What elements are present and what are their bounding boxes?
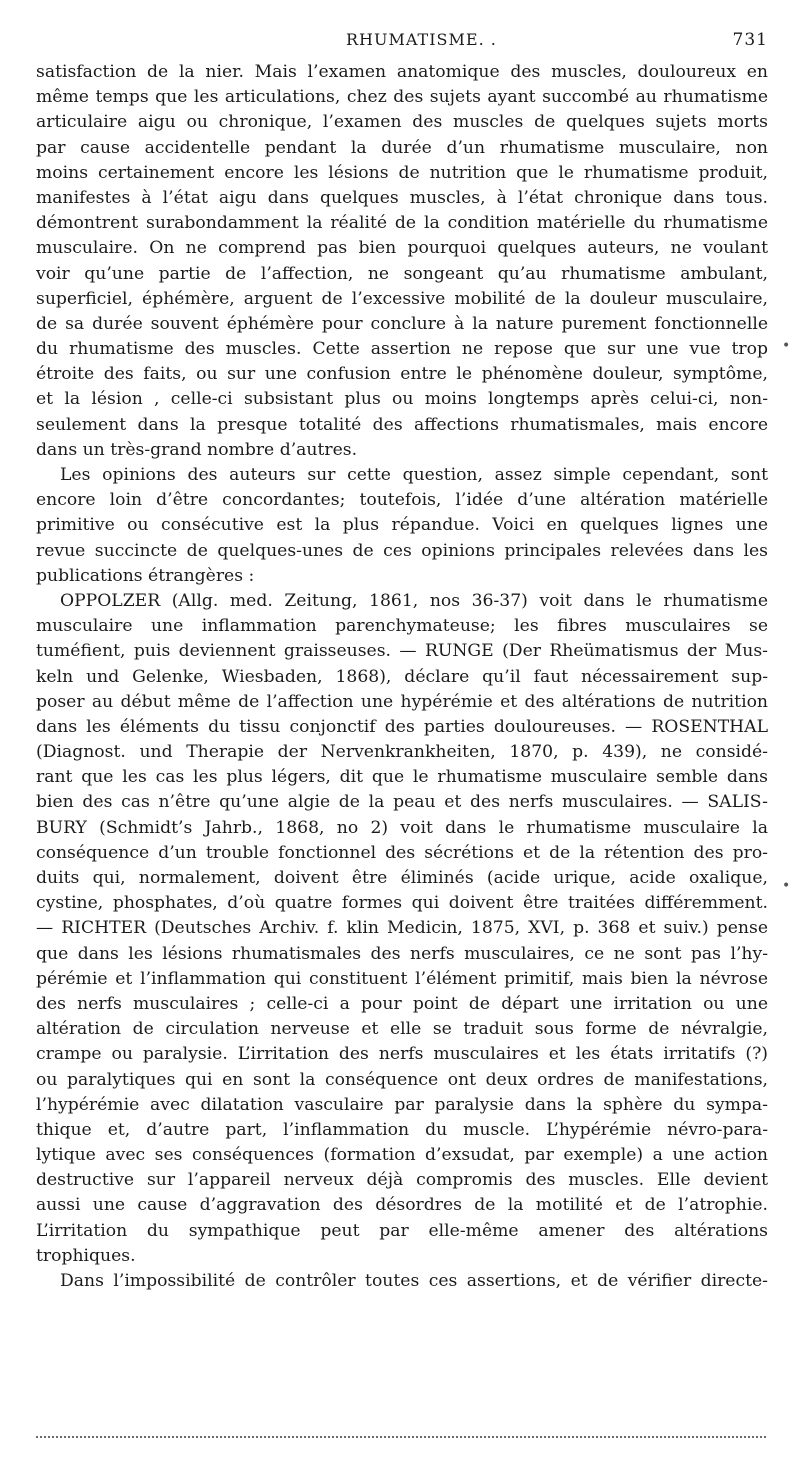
text-line: rant que les cas les plus légers, dit que le rhumatisme musculaire semble dans xyxy=(36,767,768,788)
text-line: (Diagnost. und Therapie der Nervenkrankheiten, 1870, p. 439), ne considé- xyxy=(36,742,768,763)
text-line: cystine, phosphates, d’où quatre formes qui doivent être traitées différemment. xyxy=(36,893,768,914)
text-line: même temps que les articulations, chez des sujets ayant succombé au rhumatisme xyxy=(36,87,768,108)
text-line: publications étrangères : xyxy=(36,565,255,586)
text-line: revue succincte de quelques-unes de ces opinions principales relevées dans les xyxy=(36,540,768,561)
text-line: dans les éléments du tissu conjonctif des parties douloureuses. — ROSENTHAL xyxy=(36,716,768,737)
text-line: superficiel, éphémère, arguent de l’excessive mobilité de la douleur musculaire, xyxy=(36,288,768,309)
text-line: du rhumatisme des muscles. Cette assertion ne repose que sur une vue trop xyxy=(36,339,768,360)
text-line: crampe ou paralysie. L’irritation des nerfs musculaires et les états irritatifs (?) xyxy=(36,1044,768,1065)
text-line: duits qui, normalement, doivent être éliminés (acide urique, acide oxalique, xyxy=(36,868,768,888)
page-number: 731 xyxy=(732,30,768,50)
page-bottom-dotted-rule xyxy=(36,1436,766,1442)
text-line: encore loin d’être concordantes; toutefois, l’idée d’une altération matérielle xyxy=(36,490,768,511)
text-line: BURY (Schmidt’s Jahrb., 1868, no 2) voit dans le rhumatisme musculaire la xyxy=(36,817,768,838)
text-line: aussi une cause d’aggravation des désordres de la motilité et de l’atrophie. xyxy=(36,1195,768,1216)
text-line: seulement dans la presque totalité des affections rhumatismales, mais encore xyxy=(36,414,768,435)
text-line: pérémie et l’inflammation qui constituent l’élément primitif, mais bien la névrose xyxy=(36,968,768,989)
text-line: — RICHTER (Deutsches Archiv. f. klin Medicin, 1875, XVI, p. 368 et suiv.) pense xyxy=(36,918,768,939)
text-line: de sa durée souvent éphémère pour conclure à la nature purement fonctionnelle xyxy=(36,313,768,334)
text-line: poser au début même de l’affection une hypérémie et des altérations de nutrition xyxy=(36,691,768,712)
text-line: trophiques. xyxy=(36,1245,136,1266)
text-line: ou paralytiques qui en sont la conséquence ont deux ordres de manifestations, xyxy=(36,1069,768,1090)
text-line: primitive ou consécutive est la plus répandue. Voici en quelques lignes une xyxy=(36,515,768,536)
text-line: destructive sur l’appareil nerveux déjà compromis des muscles. Elle devient xyxy=(36,1170,768,1191)
running-header xyxy=(36,30,768,52)
body-text xyxy=(36,60,768,1294)
running-title: RHUMATISME. . xyxy=(346,30,497,49)
margin-dot-mark: • xyxy=(782,338,791,354)
text-line: voir qu’une partie de l’affection, ne songeant qu’au rhumatisme ambulant, xyxy=(36,263,768,284)
text-line: tuméfient, puis deviennent graisseuses. — RUNGE (Der Rheümatismus der Mus- xyxy=(36,641,768,662)
text-line: satisfaction de la nier. Mais l’examen anatomique des muscles, douloureux en xyxy=(36,62,768,82)
margin-dot-mark: • xyxy=(782,878,791,894)
text-line: étroite des faits, ou sur une confusion entre le phénomène douleur, symptôme, xyxy=(36,364,768,385)
text-line: Les opinions des auteurs sur cette question, assez simple cependant, sont xyxy=(60,465,768,485)
text-line: thique et, d’autre part, l’inflammation du muscle. L’hypérémie névro-para- xyxy=(36,1119,768,1140)
text-line: bien des cas n’être qu’une algie de la peau et des nerfs musculaires. — SALIS- xyxy=(36,792,768,813)
text-line: conséquence d’un trouble fonctionnel des sécrétions et de la rétention des pro- xyxy=(36,842,768,863)
text-line: que dans les lésions rhumatismales des nerfs musculaires, ce ne sont pas l’hy- xyxy=(36,943,768,964)
text-line: lytique avec ses conséquences (formation d’exsudat, par exemple) a une action xyxy=(36,1145,768,1166)
text-line: dans un très-grand nombre d’autres. xyxy=(36,439,358,460)
text-line: et la lésion , celle-ci subsistant plus ou moins longtemps après celui-ci, non- xyxy=(36,389,768,410)
text-line: par cause accidentelle pendant la durée d’un rhumatisme musculaire, non xyxy=(36,137,768,158)
text-line: keln und Gelenke, Wiesbaden, 1868), déclare qu’il faut nécessairement sup- xyxy=(36,666,768,687)
text-line: manifestes à l’état aigu dans quelques muscles, à l’état chronique dans tous. xyxy=(36,187,768,208)
text-line: OPPOLZER (Allg. med. Zeitung, 1861, nos 36-37) voit dans le rhumatisme xyxy=(60,590,768,611)
text-line: moins certainement encore les lésions de nutrition que le rhumatisme produit, xyxy=(36,162,768,183)
text-line: musculaire. On ne comprend pas bien pourquoi quelques auteurs, ne voulant xyxy=(36,238,768,259)
text-line: démontrent surabondamment la réalité de la condition matérielle du rhumatisme xyxy=(36,213,768,234)
text-line: articulaire aigu ou chronique, l’examen des muscles de quelques sujets morts xyxy=(36,112,768,133)
text-line: Dans l’impossibilité de contrôler toutes ces assertions, et de vérifier directe- xyxy=(60,1271,768,1291)
text-line: des nerfs musculaires ; celle-ci a pour point de départ une irritation ou une xyxy=(36,993,768,1014)
text-line: l’hypérémie avec dilatation vasculaire par paralysie dans la sphère du sympa- xyxy=(36,1094,768,1115)
text-line: altération de circulation nerveuse et elle se traduit sous forme de névralgie, xyxy=(36,1019,768,1040)
text-line: musculaire une inflammation parenchymateuse; les fibres musculaires se xyxy=(36,616,768,637)
text-line: L’irritation du sympathique peut par elle-même amener des altérations xyxy=(36,1220,768,1241)
